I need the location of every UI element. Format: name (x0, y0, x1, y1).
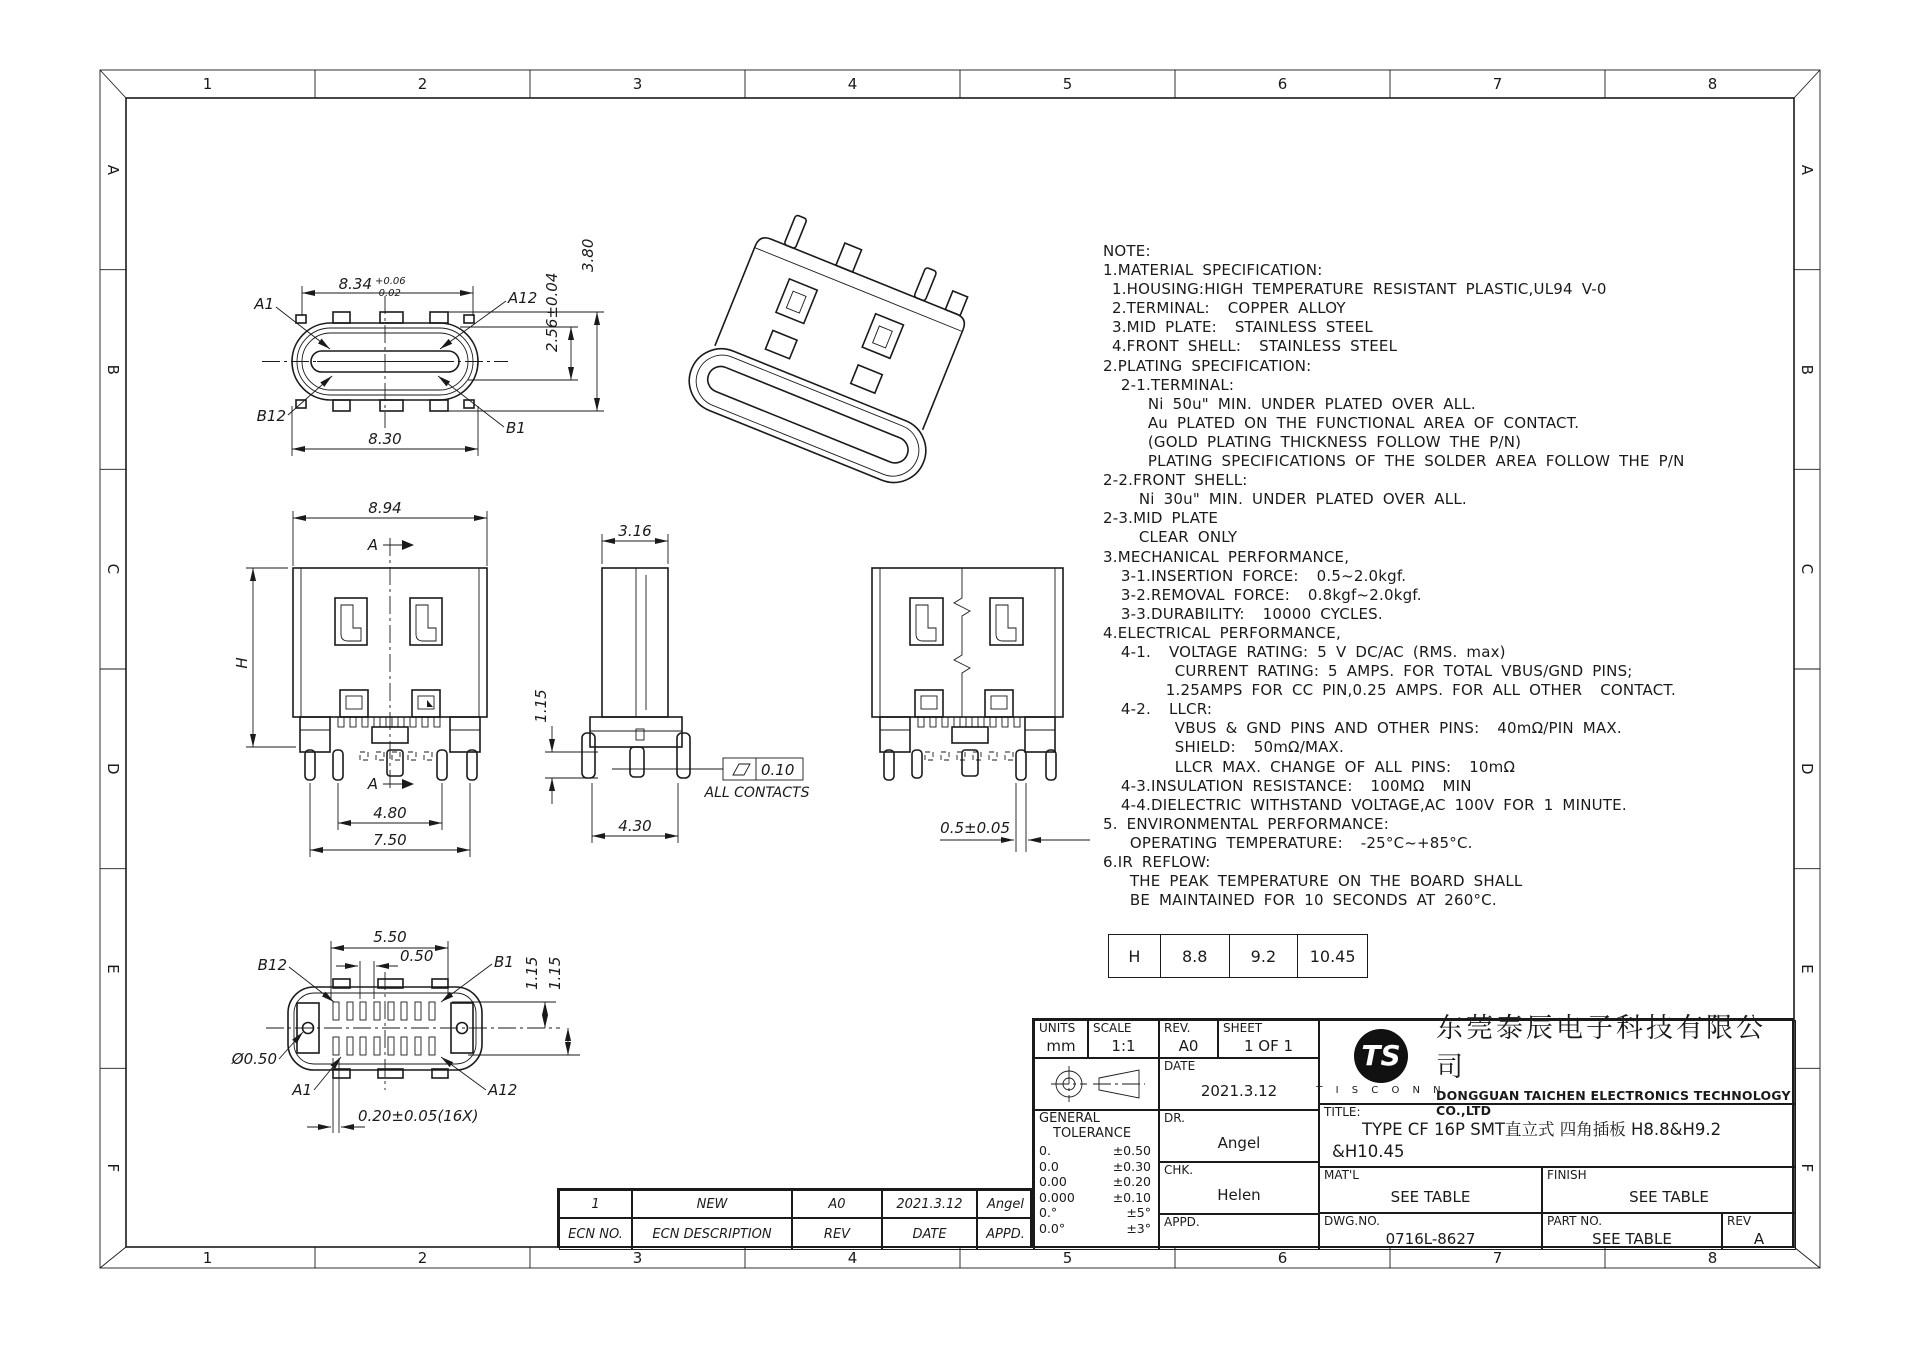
tolerance-digits: 0.° (1039, 1205, 1058, 1220)
zone-label: 4 (847, 75, 858, 93)
drawing-title-line-2: &H10.45 (1332, 1142, 1405, 1161)
dim-standoff: 1.15 (532, 689, 550, 723)
drawing-title-line-1: TYPE CF 16P SMT直立式 四角插板 H8.8&H9.2 (1362, 1120, 1722, 1139)
note-line: 2-2.FRONT SHELL: (1103, 471, 1248, 490)
zone-label: 6 (1277, 75, 1288, 93)
dim-pin-pitch: 0.50 (400, 947, 434, 965)
zone-labels-left (100, 70, 126, 1268)
flatness-note: ALL CONTACTS (704, 785, 810, 801)
rev-entry-rev: A0 (792, 1190, 882, 1218)
drawing-no-label: DWG.NO. (1324, 1214, 1380, 1228)
tolerance-digits: 0.0 (1039, 1158, 1059, 1174)
title-block (1032, 1013, 1794, 1248)
zone-label: C (104, 563, 123, 575)
h-table-label: H (1109, 935, 1161, 977)
company-logo (1316, 1029, 1446, 1096)
dim-hole-dia: Ø0.50 (231, 1050, 277, 1068)
rev-col-value: A (1753, 1229, 1765, 1248)
note-line: 6.IR REFLOW: (1103, 853, 1211, 871)
tolerance-row (1039, 1205, 1151, 1221)
date-label: DATE (1164, 1059, 1196, 1073)
zone-label: C (1798, 563, 1817, 575)
company-name-en: DONGGUAN TAICHEN ELECTRONICS TECHNOLOGY CO.,LTD (1436, 1088, 1791, 1118)
drawn-cell (1159, 1110, 1319, 1162)
dim-height-overall: 3.80 (579, 238, 597, 272)
section-view (872, 568, 1090, 852)
checked-value: Helen (1217, 1186, 1261, 1204)
rev-entry-date: 2021.3.12 (882, 1190, 977, 1218)
general-tolerance-label-2: TOLERANCE (1053, 1126, 1132, 1141)
tolerance-value: ±0.20 (1112, 1174, 1151, 1189)
tolerance-value: ±3° (1126, 1220, 1151, 1236)
zone-label: E (1798, 963, 1817, 974)
h-table-value: 10.45 (1309, 946, 1356, 966)
pin-label-a1: A1 (292, 1081, 312, 1099)
flatness-callout (612, 758, 810, 801)
note-line: 3-2.REMOVAL FORCE: 0.8kgf~2.0kgf. (1103, 585, 1422, 604)
units-label: UNITS (1039, 1021, 1076, 1035)
tolerance-digits: 0. (1039, 1143, 1051, 1158)
material-value: SEE TABLE (1390, 1188, 1471, 1206)
zone-label: 2 (417, 1249, 428, 1267)
third-angle-projection-icon (1047, 1062, 1147, 1106)
note-line: 4.FRONT SHELL: STAINLESS STEEL (1103, 337, 1398, 356)
notes-block (1103, 242, 1793, 910)
dim-row-offset-2: 1.15 (546, 956, 564, 990)
zone-labels-right (1794, 70, 1820, 1268)
tolerance-value: ±5° (1126, 1205, 1151, 1220)
note-line: Ni 30u" MIN. UNDER PLATED OVER ALL. (1103, 490, 1467, 509)
zone-labels-top (100, 70, 1820, 98)
note-line: 4-4.DIELECTRIC WITHSTAND VOLTAGE,AC 100V FOR 1 MINUTE. (1103, 795, 1627, 814)
scale-label: SCALE (1093, 1021, 1132, 1035)
zone-label: 8 (1707, 75, 1718, 93)
units-cell (1034, 1020, 1088, 1058)
checked-cell (1159, 1162, 1319, 1214)
note-line: 4.ELECTRICAL PERFORMANCE, (1103, 623, 1341, 642)
rev-header-approved: APPD. (977, 1218, 1034, 1250)
note-line: VBUS & GND PINS AND OTHER PINS: 40mΩ/PIN MAX. (1103, 719, 1622, 738)
zone-label: 2 (417, 75, 428, 93)
dim-front-width: 8.94 (368, 499, 402, 517)
zone-label: D (104, 763, 123, 775)
note-line: 2.TERMINAL: COPPER ALLOY (1103, 299, 1346, 318)
drawn-value: Angel (1217, 1134, 1261, 1152)
dim-leg-span-outer: 7.50 (373, 831, 407, 849)
approved-label: APPD. (1164, 1215, 1200, 1229)
finish-cell (1542, 1167, 1796, 1213)
sheet-label: SHEET (1223, 1021, 1263, 1035)
height-variant-table (1108, 934, 1368, 978)
tolerance-digits: 0.00 (1039, 1174, 1067, 1189)
h-table-value: 9.2 (1230, 935, 1299, 977)
rev-cell (1159, 1020, 1218, 1058)
zone-label: B (1798, 364, 1817, 375)
contact-pins-row-a (333, 1037, 435, 1055)
tolerance-row (1039, 1159, 1151, 1175)
material-label: MAT'L (1324, 1168, 1359, 1182)
h-table-value: 8.8 (1161, 935, 1230, 977)
zone-label: 1 (202, 1249, 213, 1267)
dim-bottom-span: 4.30 (618, 817, 652, 835)
section-label-top: A (367, 536, 378, 554)
pin-label-b12: B12 (257, 956, 287, 974)
rev-entry-description: NEW (632, 1190, 792, 1218)
rev-label: REV. (1164, 1021, 1191, 1035)
note-line: 2.PLATING SPECIFICATION: (1103, 356, 1312, 375)
zone-label: 6 (1277, 1249, 1288, 1267)
bottom-view (231, 928, 580, 1133)
dim-leg-span-inner: 4.80 (373, 804, 407, 822)
rev-col-cell (1722, 1213, 1796, 1250)
tolerance-row (1039, 1190, 1151, 1206)
logo-text: T I S C O N N (1316, 1084, 1446, 1096)
units-value: mm (1046, 1037, 1076, 1055)
dim-front-height: H (233, 657, 251, 669)
finish-label: FINISH (1547, 1168, 1587, 1182)
sheet-cell (1218, 1020, 1319, 1058)
dim-tol-plus: +0.06 (375, 276, 406, 287)
pin-label-b1: B1 (506, 419, 526, 437)
rev-entry-ecn-no: 1 (559, 1190, 632, 1218)
zone-label: 8 (1707, 1249, 1718, 1267)
drawn-label: DR. (1164, 1111, 1185, 1125)
title-cell (1319, 1104, 1796, 1167)
tolerance-row (1039, 1143, 1151, 1159)
approved-value (1160, 1229, 1318, 1249)
dim-row-offset-1: 1.15 (523, 956, 541, 990)
flatness-symbol-icon (733, 764, 750, 775)
tolerance-value: ±0.50 (1112, 1143, 1151, 1158)
note-line: BE MAINTAINED FOR 10 SECONDS AT 260°C. (1103, 891, 1497, 910)
zone-label: 7 (1492, 1249, 1503, 1267)
dim-height-shell: 2.56±0.04 (543, 272, 561, 352)
dim-tol-minus: -0.02 (375, 288, 401, 299)
date-value: 2021.3.12 (1200, 1082, 1278, 1100)
zone-label: D (1798, 763, 1817, 775)
zone-label: E (104, 963, 123, 974)
zone-label: 4 (847, 1249, 858, 1267)
note-line: 2-1.TERMINAL: (1103, 375, 1235, 394)
revision-table (557, 1188, 1032, 1248)
drawing-no-cell (1319, 1213, 1542, 1250)
front-view (233, 499, 810, 857)
pin-label-a1: A1 (254, 295, 274, 313)
zone-label: 5 (1062, 75, 1073, 93)
dim-width-body: 8.30 (368, 430, 402, 448)
part-no-value: SEE TABLE (1592, 1229, 1672, 1248)
tolerance-value: ±0.10 (1112, 1189, 1151, 1205)
part-no-label: PART NO. (1547, 1214, 1603, 1228)
zone-labels-bottom (100, 1248, 1820, 1268)
approved-cell (1159, 1214, 1319, 1250)
tolerance-digits: 0.000 (1039, 1189, 1075, 1205)
note-line: Au PLATED ON THE FUNCTIONAL AREA OF CONTACT. (1103, 413, 1580, 432)
title-label: TITLE: (1324, 1105, 1361, 1119)
note-line: CURRENT RATING: 5 AMPS. FOR TOTAL VBUS/GND PINS; (1103, 662, 1633, 681)
date-cell (1159, 1058, 1319, 1110)
flatness-tolerance: 0.10 (761, 761, 795, 779)
general-tolerance-label-1: GENERAL (1039, 1111, 1100, 1126)
note-line: OPERATING TEMPERATURE: -25°C~+85°C. (1103, 833, 1473, 852)
pin-label-a12: A12 (508, 289, 538, 307)
note-line: 4-2. LLCR: (1103, 700, 1213, 719)
zone-label: A (1798, 164, 1817, 175)
note-line: LLCR MAX. CHANGE OF ALL PINS: 10mΩ (1103, 757, 1516, 776)
zone-label: B (104, 364, 123, 375)
top-face-view (253, 239, 604, 456)
logo-monogram-icon: TS (1354, 1029, 1408, 1083)
scale-value: 1:1 (1111, 1037, 1136, 1055)
dim-width-shell: 8.34 (338, 275, 372, 293)
note-line: 1.MATERIAL SPECIFICATION: (1103, 261, 1323, 280)
company-name-cn: 东莞泰辰电子科技有限公司 (1436, 1013, 1766, 1083)
note-line: CLEAR ONLY (1103, 528, 1238, 547)
note-line: (GOLD PLATING THICKNESS FOLLOW THE P/N) (1103, 432, 1522, 451)
zone-label: A (104, 164, 123, 175)
checked-label: CHK. (1164, 1163, 1194, 1177)
zone-label: 3 (632, 1249, 643, 1267)
zone-label: 1 (202, 75, 213, 93)
rev-header-ecn-no: ECN NO. (559, 1218, 632, 1250)
tolerance-row (1039, 1221, 1151, 1237)
note-line: THE PEAK TEMPERATURE ON THE BOARD SHALL (1103, 872, 1523, 891)
dim-pin-width: 0.20±0.05(16X) (358, 1107, 479, 1125)
note-line: 4-3.INSULATION RESISTANCE: 100MΩ MIN (1103, 776, 1472, 795)
pin-label-a12: A12 (488, 1081, 518, 1099)
rev-value: A0 (1178, 1037, 1199, 1055)
note-line: PLATING SPECIFICATIONS OF THE SOLDER AREA FOLLOW THE P/N (1103, 452, 1685, 471)
rev-col-label: REV (1727, 1214, 1752, 1228)
note-line: 1.HOUSING:HIGH TEMPERATURE RESISTANT PLASTIC,UL94 V-0 (1103, 280, 1607, 299)
tolerance-value: ±0.30 (1112, 1158, 1151, 1174)
note-line: 1.25AMPS FOR CC PIN,0.25 AMPS. FOR ALL OTHER CONTACT. (1103, 681, 1676, 700)
dim-leg-width: 0.5±0.05 (940, 819, 1010, 837)
zone-label: 5 (1062, 1249, 1073, 1267)
finish-value: SEE TABLE (1629, 1188, 1709, 1206)
dim-depth: 3.16 (618, 522, 652, 540)
note-line: 2-3.MID PLATE (1103, 509, 1219, 528)
note-line: NOTE: (1103, 242, 1151, 260)
material-cell (1319, 1167, 1542, 1213)
note-line: Ni 50u" MIN. UNDER PLATED OVER ALL. (1103, 394, 1476, 413)
contact-pins-row-b (333, 1002, 435, 1020)
note-line: 5. ENVIRONMENTAL PERFORMANCE: (1103, 814, 1389, 833)
part-no-cell (1542, 1213, 1722, 1250)
note-line: 3-3.DURABILITY: 10000 CYCLES. (1103, 604, 1383, 623)
note-line: 3-1.INSERTION FORCE: 0.5~2.0kgf. (1103, 566, 1407, 585)
dim-pin-span: 5.50 (373, 928, 407, 946)
side-view (532, 522, 690, 843)
note-line: 3.MECHANICAL PERFORMANCE, (1103, 547, 1350, 566)
drawing-no-value: 0716L-8627 (1385, 1229, 1476, 1248)
zone-label: F (104, 1163, 123, 1173)
general-tolerance-cell (1034, 1110, 1159, 1250)
isometric-view (680, 200, 992, 492)
sheet-value: 1 OF 1 (1243, 1037, 1294, 1055)
tolerance-digits: 0.0° (1039, 1220, 1066, 1236)
zone-label: 3 (632, 75, 643, 93)
zone-label: 7 (1492, 75, 1503, 93)
projection-cell (1034, 1058, 1159, 1110)
rev-entry-approved: Angel (977, 1190, 1034, 1218)
rev-header-date: DATE (882, 1218, 977, 1250)
note-line: 3.MID PLATE: STAINLESS STEEL (1103, 318, 1373, 337)
section-label-bottom: A (367, 775, 378, 793)
pin-label-b12: B12 (256, 407, 286, 425)
rev-header-rev: REV (792, 1218, 882, 1250)
note-line: SHIELD: 50mΩ/MAX. (1103, 738, 1345, 757)
rev-header-description: ECN DESCRIPTION (632, 1218, 792, 1250)
tolerance-row (1039, 1174, 1151, 1190)
zone-label: F (1798, 1163, 1817, 1173)
scale-cell (1088, 1020, 1159, 1058)
pin-label-b1: B1 (494, 953, 514, 971)
note-line: 4-1. VOLTAGE RATING: 5 V DC/AC (RMS. max) (1103, 642, 1506, 661)
